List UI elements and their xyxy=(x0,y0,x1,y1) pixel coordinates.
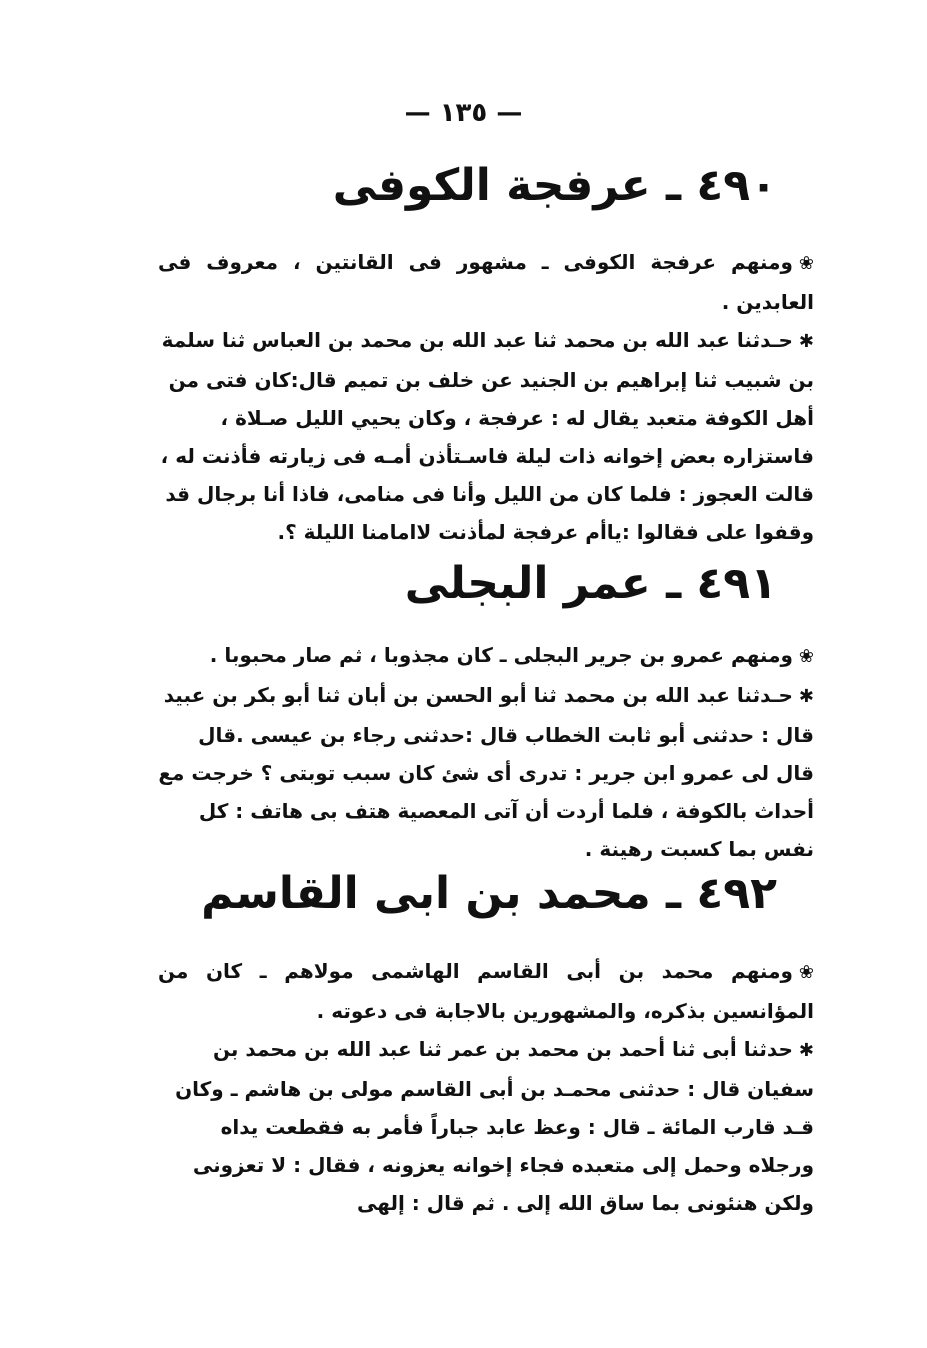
bullet-icon: ❀ xyxy=(798,253,814,274)
section-intro xyxy=(158,636,814,676)
section-title-491: ٤٩١ ـ عمر البجلى xyxy=(404,558,777,609)
section-intro xyxy=(158,243,814,321)
asterisk-icon: ✱ xyxy=(798,1040,814,1061)
narration-text: حـدثنا عبد الله بن محمد ثنا أبو الحسن بن أبان ثنا أبو بكر بن عبيد قال : حدثنى أبو ثابت الخطاب قال :حدثنى رجاء بن عيسى .قال قال لى عمرو ابن جرير : تدرى أى شئ كان سبب توبتى ؟ خرجت مع أحداث بالكوفة ، فلما أردت أن آتى المعصية هتف بى هاتف : كل نفس بما كسبت رهينة . xyxy=(158,683,814,861)
section-body-491 xyxy=(158,636,814,868)
bullet-icon: ❀ xyxy=(798,646,814,667)
intro-text: ومنهم عرفجة الكوفى ـ مشهور فى القانتين ، معروف فى العابدين . xyxy=(158,250,814,314)
asterisk-icon: ✱ xyxy=(798,686,814,707)
section-title-492: ٤٩٢ ـ محمد بن ابى القاسم xyxy=(201,868,777,919)
intro-text: ومنهم عمرو بن جرير البجلى ـ كان مجذوبا ، ثم صار محبوبا . xyxy=(209,643,793,667)
section-narration xyxy=(158,321,814,551)
narration-text: حدثنا أبى ثنا أحمد بن محمد بن عمر ثنا عبد الله بن محمد بن سفيان قال : حدثنى محمـد بن أبى القاسم مولى بن هاشم ـ وكان قـد قارب المائة ـ قال : وعظ عابد جباراً فأمر به فقطعت يداه ورجلاه وحمل إلى متعبده فجاء إخوانه يعزونه ، فقال : لا تعزونى ولكن هنئونى بما ساق الله إلى . ثم قال : إلهى xyxy=(175,1037,814,1215)
section-body-492 xyxy=(158,952,814,1222)
section-narration xyxy=(158,676,814,868)
bullet-icon: ❀ xyxy=(798,962,814,983)
section-title-490: ٤٩٠ ـ عرفجة الكوفى xyxy=(332,160,777,211)
intro-text: ومنهم محمد بن أبى القاسم الهاشمى مولاهم ـ كان من المؤانسين بذكره، والمشهورين بالاجابة فى دعوته . xyxy=(158,959,814,1023)
section-body-490 xyxy=(158,243,814,551)
section-intro xyxy=(158,952,814,1030)
page-number: — ١٣٥ — xyxy=(404,98,523,128)
asterisk-icon: ✱ xyxy=(798,331,814,352)
narration-text: حـدثنا عبد الله بن محمد ثنا عبد الله بن محمد بن العباس ثنا سلمة بن شبيب ثنا إبراهيم بن الجنيد عن خلف بن تميم قال:كان فتى من أهل الكوفة متعبد يقال له : عرفجة ، وكان يحيي الليل صـلاة ، فاستزاره بعض إخوانه ذات ليلة فاسـتأذن أمـه فى زيارته فأذنت له ، قالت العجوز : فلما كان من الليل وأنا فى منامى، فاذا أنا برجال قد وقفوا على فقالوا :ياأم عرفجة لمأذنت لاامامنا الليلة ؟. xyxy=(160,328,814,544)
section-narration xyxy=(158,1030,814,1222)
